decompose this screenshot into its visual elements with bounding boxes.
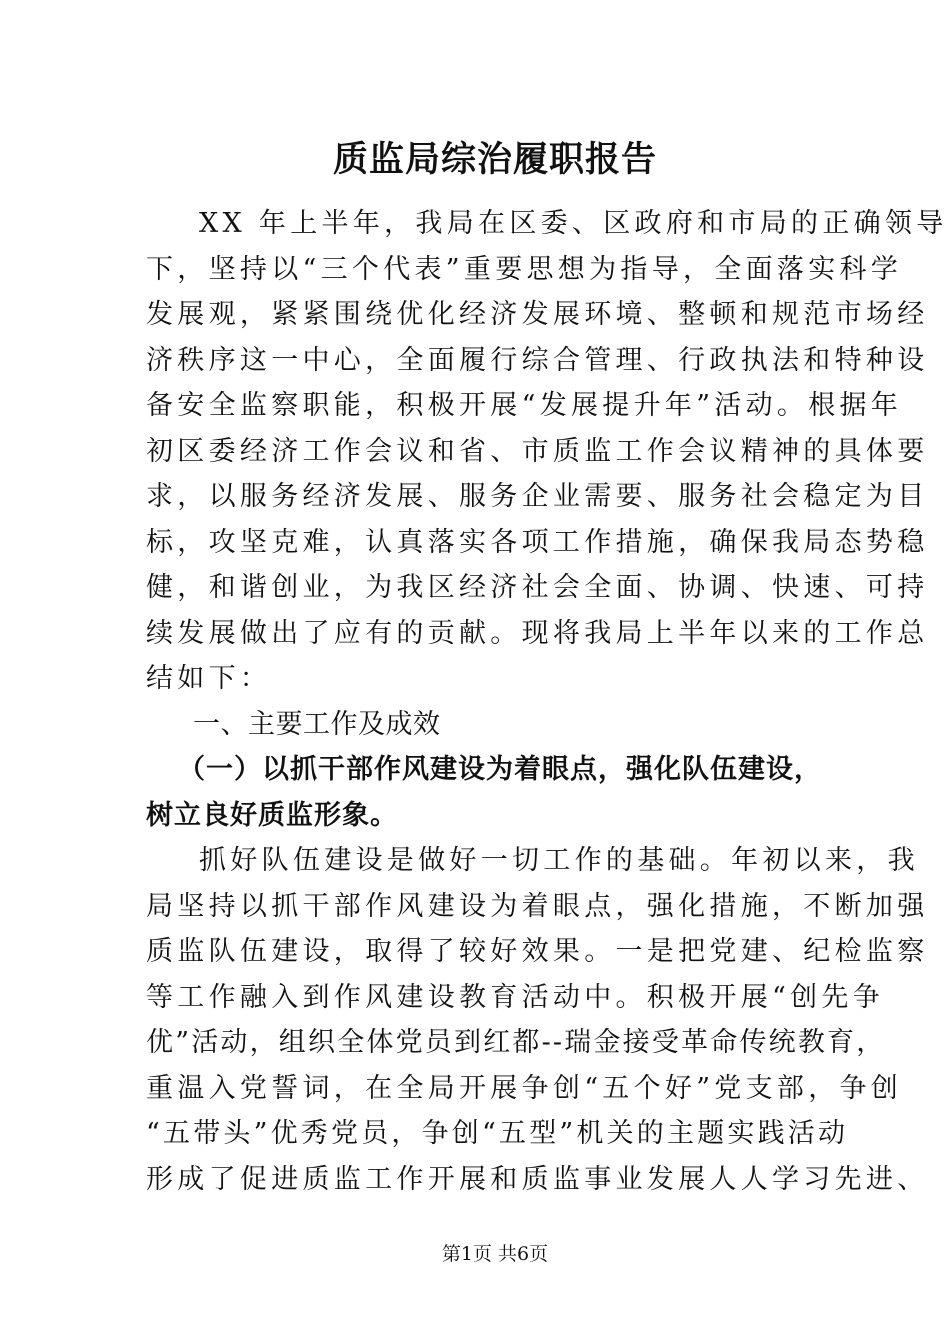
body-line-3: 发展观，紧紧围绕优化经济发展环境、整顿和规范市场经	[146, 299, 929, 330]
body-line-5: 备安全监察职能，积极开展“发展提升年”活动。根据年	[146, 390, 903, 421]
body-line-4: 济秩序这一中心，全面履行综合管理、行政执法和特种设	[146, 345, 929, 376]
body-line-9: 健，和谐创业，为我区经济社会全面、协调、快速、可持	[146, 572, 929, 603]
body-line-16: 优”活动，组织全体党员到红都--瑞金接受革命传统教育，	[146, 1027, 886, 1058]
body-line-10: 续发展做出了应有的贡献。现将我局上半年以来的工作总	[146, 618, 929, 649]
body-line-2: 下，坚持以“三个代表”重要思想为指导，全面落实科学	[146, 254, 903, 285]
subsection-heading-1a: （一）以抓干部作风建设为着眼点，强化队伍建设，	[178, 754, 822, 785]
body-line-6: 初区委经济工作会议和省、市质监工作会议精神的具体要	[146, 436, 929, 467]
body-line-8: 标，攻坚克难，认真落实各项工作措施，确保我局态势稳	[146, 527, 929, 558]
body-line-13: 局坚持以抓干部作风建设为着眼点，强化措施，不断加强	[146, 891, 929, 922]
section-heading-1: 一、主要工作及成效	[193, 709, 441, 740]
document-title: 质监局综治履职报告	[332, 140, 657, 180]
body-line-7: 求，以服务经济发展、服务企业需要、服务社会稳定为目	[146, 481, 929, 512]
body-line-1: XX 年上半年，我局在区委、区政府和市局的正确领导	[199, 208, 948, 239]
subsection-heading-1b: 树立良好质监形象。	[146, 800, 398, 831]
page-footer: 第1页 共6页	[441, 1243, 549, 1265]
body-line-14: 质监队伍建设，取得了较好效果。一是把党建、纪检监察	[146, 936, 929, 967]
body-line-19: 形成了促进质监工作开展和质监事业发展人人学习先进、	[146, 1164, 929, 1195]
body-line-15: 等工作融入到作风建设教育活动中。积极开展“创先争	[146, 982, 885, 1013]
body-line-17: 重温入党誓词，在全局开展争创“五个好”党支部，争创	[146, 1073, 903, 1104]
body-line-18: “五带头”优秀党员，争创“五型”机关的主题实践活动	[146, 1118, 849, 1149]
body-line-12: 抓好队伍建设是做好一切工作的基础。年初以来，我	[199, 845, 919, 876]
body-line-11: 结如下：	[146, 663, 272, 694]
